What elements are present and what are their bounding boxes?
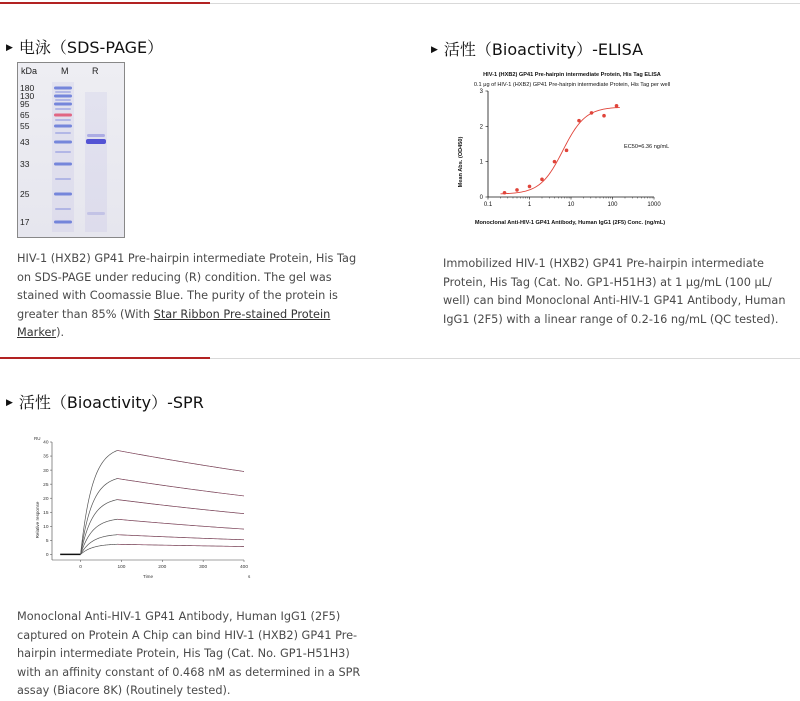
- elisa-ec50-annotation: EC50=6.36 ng/mL: [624, 144, 670, 150]
- spr-y-tick-label: 30: [43, 468, 49, 474]
- elisa-data-point: [503, 191, 507, 195]
- gel-sample-smear: [87, 212, 105, 215]
- middle-divider: [210, 358, 800, 359]
- spr-axes: [43, 440, 248, 570]
- spr-chart: [30, 432, 260, 582]
- gel-marker-label: 25: [20, 189, 30, 199]
- elisa-data-points: [503, 104, 619, 195]
- desc-line: Protein, His Tag (Cat. No. GP1-H51H3) at 1 μg/mL (100 μL/: [443, 275, 772, 289]
- desc-line: HIV-1 (HXB2) GP41 Pre-hairpin intermediate Protein, His Tag: [17, 252, 357, 265]
- spr-dissociation-curve: [117, 479, 244, 496]
- gel-marker-band-faint: [55, 99, 71, 101]
- gel-marker-band-faint: [55, 108, 71, 110]
- spr-fit-curve: [117, 535, 244, 540]
- spr-association-curve: [81, 450, 118, 554]
- spr-heading: ▶ 活性（Bioactivity）-SPR: [6, 393, 204, 412]
- gel-marker-band-faint: [55, 151, 71, 153]
- gel-sample-band-faint: [87, 134, 105, 137]
- elisa-x-tick-label: 0.1: [483, 202, 493, 208]
- gel-marker-band-faint: [55, 91, 71, 93]
- spr-x-tick-label: 300: [199, 565, 208, 570]
- gel-marker-band-faint: [55, 132, 71, 134]
- gel-marker-band: [54, 141, 72, 144]
- elisa-y-tick-label: 1: [479, 159, 483, 166]
- elisa-y-tick-label: 3: [479, 89, 483, 95]
- gel-marker-label: 130: [20, 91, 35, 101]
- gel-marker-band-faint: [55, 178, 71, 180]
- spr-y-tick-label: 35: [43, 454, 49, 460]
- spr-x-tick-label: 400: [239, 565, 249, 570]
- marker-product-link-continued[interactable]: Marker: [17, 326, 57, 340]
- spr-y-tick-label: 5: [45, 539, 49, 545]
- elisa-heading: ▶ 活性（Bioactivity）-ELISA: [431, 40, 644, 59]
- spr-y-tick-label: 10: [43, 524, 49, 530]
- elisa-x-tick-label: 1000: [647, 202, 661, 208]
- middle-accent-rule: [0, 357, 210, 359]
- spr-y-axis-label: Relative response: [35, 501, 40, 539]
- elisa-chart: [448, 66, 708, 236]
- spr-y-tick-label: 40: [43, 440, 49, 446]
- gel-lane-m-label: M: [61, 66, 69, 76]
- elisa-data-point: [528, 185, 532, 189]
- elisa-chart-title: HIV-1 (HXB2) GP41 Pre-hairpin intermediate Protein, His Tag ELISA: [483, 72, 661, 78]
- bullet-triangle-icon: ▶: [431, 45, 438, 55]
- spr-x-axis-label: Time: [142, 574, 154, 579]
- elisa-data-point: [590, 111, 594, 115]
- spr-x-tick-label: 200: [158, 565, 167, 570]
- elisa-data-point: [565, 149, 569, 153]
- desc-line: hairpin intermediate Protein, His Tag (Cat. No. GP1-H51H3): [17, 647, 350, 661]
- sds-page-heading: ▶ 电泳（SDS-PAGE）: [6, 38, 164, 57]
- bullet-triangle-icon: ▶: [6, 43, 13, 53]
- gel-marker-band: [54, 193, 72, 196]
- elisa-data-point: [553, 160, 557, 164]
- spr-x-unit: s: [248, 574, 251, 579]
- spr-description: [17, 608, 397, 701]
- desc-line: well) can bind Monoclonal Anti-HIV-1 GP41 Antibody, Human: [443, 294, 786, 308]
- top-divider: [210, 3, 800, 4]
- desc-line: assay (Biacore 8K) (Routinely tested).: [17, 684, 231, 698]
- elisa-fit-curve: [500, 107, 619, 193]
- desc-line: Monoclonal Anti-HIV-1 GP41 Antibody, Human IgG1 (2F5): [17, 610, 341, 623]
- gel-marker-label: 55: [20, 121, 30, 131]
- gel-marker-label: 43: [20, 137, 30, 147]
- spr-y-unit: RU: [34, 436, 41, 441]
- marker-product-link[interactable]: Star Ribbon Pre-stained Protein: [153, 307, 331, 321]
- elisa-data-point: [515, 188, 519, 192]
- spr-association-curve: [81, 479, 118, 555]
- gel-marker-label: 180: [20, 83, 35, 93]
- spr-y-tick-label: 15: [43, 510, 49, 516]
- spr-fit-curve: [117, 544, 244, 546]
- elisa-data-point: [602, 114, 606, 118]
- gel-marker-band-faint: [55, 119, 71, 121]
- desc-line: IgG1 (2F5) with a linear range of 0.2-16 ng/mL (QC tested).: [443, 312, 779, 326]
- elisa-x-tick-label: 1: [527, 202, 532, 208]
- elisa-y-tick-label: 2: [479, 124, 483, 131]
- gel-lane-r: [85, 92, 107, 232]
- elisa-x-axis-label: Monoclonal Anti-HIV-1 GP41 Antibody, Human IgG1 (2F5) Conc. (ng/mL): [474, 220, 666, 226]
- gel-lane-r-label: R: [92, 66, 99, 76]
- bullet-triangle-icon: ▶: [6, 398, 13, 408]
- desc-line: with an affinity constant of 0.468 nM as determined in a SPR: [17, 665, 361, 679]
- sds-page-gel-image: [17, 62, 125, 238]
- elisa-fit-line: [500, 107, 619, 193]
- elisa-data-point: [615, 104, 619, 108]
- gel-marker-band: [54, 87, 72, 90]
- spr-x-tick-label: 0: [79, 565, 82, 570]
- elisa-y-axis-label: Mean Abs. (OD450): [458, 136, 464, 188]
- spr-sensorgram-curves: [60, 450, 244, 554]
- elisa-chart-subtitle: 0.1 μg of HIV-1 (HXB2) GP41 Pre-hairpin intermediate Protein, His Tag per well: [473, 82, 671, 88]
- spr-dissociation-curve: [117, 450, 244, 471]
- spr-association-curve: [81, 544, 118, 554]
- spr-y-tick-label: 25: [43, 482, 49, 488]
- elisa-description: [443, 255, 795, 329]
- desc-line: Immobilized HIV-1 (HXB2) GP41 Pre-hairpin intermediate: [443, 257, 764, 270]
- spr-y-tick-label: 20: [43, 496, 49, 502]
- elisa-x-tick-label: 10: [567, 202, 575, 208]
- sds-page-description: [17, 250, 387, 343]
- gel-marker-band: [54, 125, 72, 128]
- desc-line: on SDS-PAGE under reducing (R) condition. The gel was: [17, 270, 332, 284]
- gel-marker-band: [54, 221, 72, 224]
- spr-x-tick-label: 100: [117, 565, 126, 570]
- gel-kda-label: kDa: [21, 66, 38, 76]
- spr-y-tick-label: 0: [45, 553, 49, 559]
- gel-marker-label: 95: [20, 99, 30, 109]
- elisa-data-point: [540, 178, 544, 182]
- gel-sample-band: [86, 139, 106, 144]
- top-accent-rule: [0, 2, 210, 4]
- spr-dissociation-curve: [117, 500, 244, 514]
- desc-line: Marker).: [17, 326, 65, 340]
- elisa-x-tick-label: 100: [607, 202, 618, 208]
- gel-marker-label: 17: [20, 217, 30, 227]
- elisa-y-tick-label: 0: [479, 195, 483, 201]
- desc-line: stained with Coomassie Blue. The purity of the protein is: [17, 289, 338, 303]
- gel-marker-band: [54, 114, 72, 117]
- gel-marker-label: 33: [20, 159, 30, 169]
- gel-marker-label: 65: [20, 110, 30, 120]
- desc-line: greater than 85% (With Star Ribbon Pre-stained Protein: [17, 307, 331, 321]
- elisa-data-point: [577, 119, 581, 123]
- desc-line: captured on Protein A Chip can bind HIV-1 (HXB2) GP41 Pre-: [17, 628, 358, 642]
- gel-marker-band-faint: [55, 208, 71, 210]
- gel-marker-band: [54, 103, 72, 106]
- gel-marker-band: [54, 95, 72, 98]
- gel-marker-band: [54, 163, 72, 166]
